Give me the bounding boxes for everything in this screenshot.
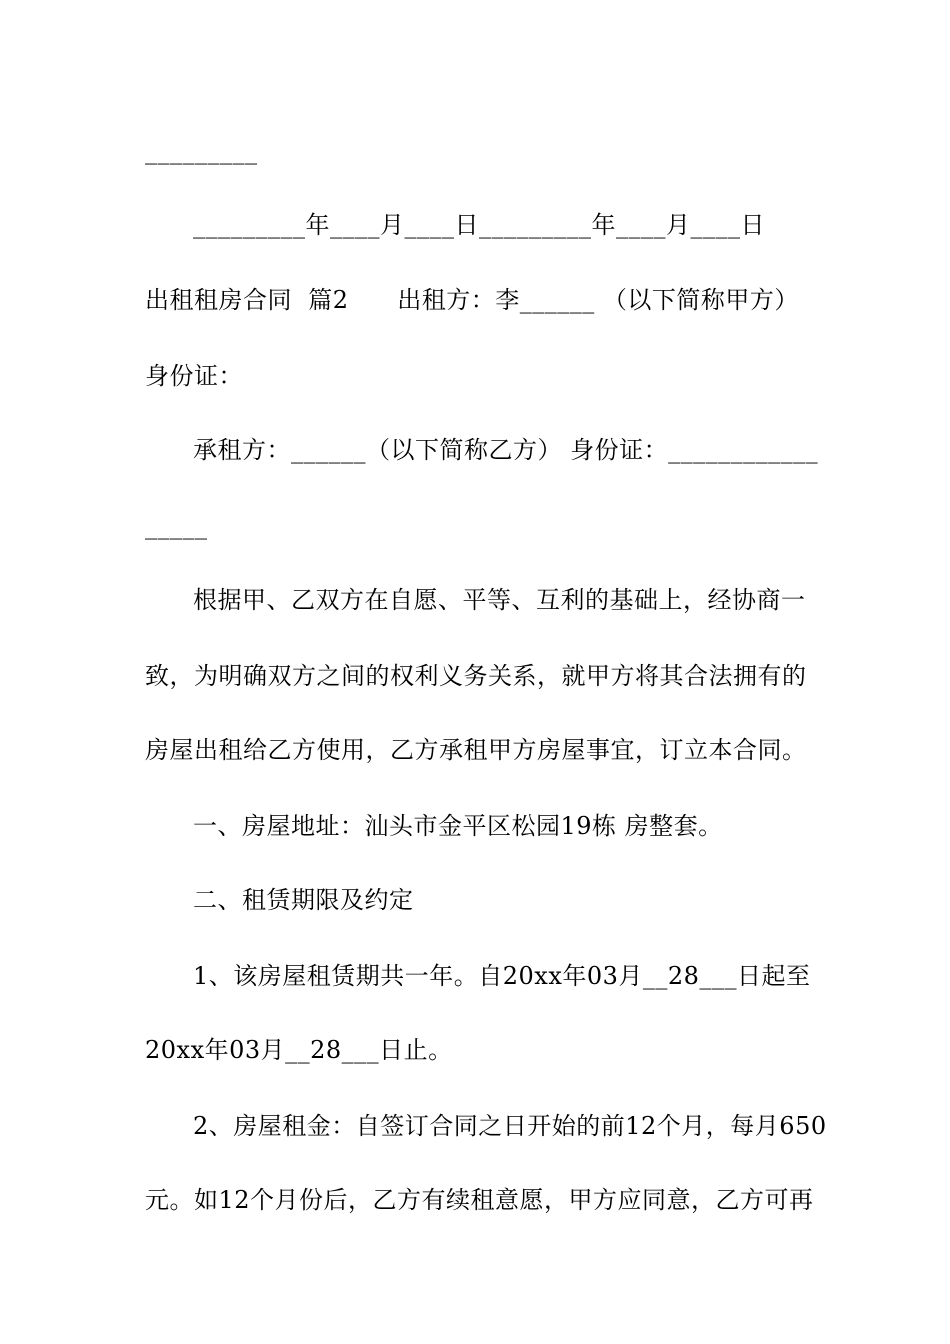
blank-line-short: _____ [145, 512, 208, 540]
contract-title-line: 出租租房合同 篇2 出租方：李______ （以下简称甲方） [145, 286, 799, 314]
paragraph-line: 致，为明确双方之间的权利义务关系，就甲方将其合法拥有的 [145, 662, 807, 690]
clause-1-line: 1、该房屋租赁期共一年。自20xx年03月__28___日起至 [193, 962, 811, 990]
tenant-line: 承租方：______（以下简称乙方） 身份证：____________ [193, 436, 819, 464]
paragraph-line: 房屋出租给乙方使用，乙方承租甲方房屋事宜，订立本合同。 [145, 736, 807, 764]
blank-line: _________ [145, 137, 258, 165]
section-address: 一、房屋地址：汕头市金平区松园19栋 房整套。 [193, 812, 723, 840]
paragraph-line: 根据甲、乙双方在自愿、平等、互利的基础上，经协商一 [193, 586, 806, 614]
section-lease-term-heading: 二、租赁期限及约定 [193, 886, 414, 914]
date-line: _________年____月____日_________年____月____日 [193, 211, 765, 239]
id-card-line: 身份证： [145, 362, 243, 390]
clause-2-line: 2、房屋租金：自签订合同之日开始的前12个月，每月650 [193, 1112, 827, 1140]
clause-1-line-cont: 20xx年03月__28___日止。 [145, 1036, 453, 1064]
clause-2-line-cont: 元。如12个月份后，乙方有续租意愿，甲方应同意，乙方可再 [145, 1186, 814, 1214]
